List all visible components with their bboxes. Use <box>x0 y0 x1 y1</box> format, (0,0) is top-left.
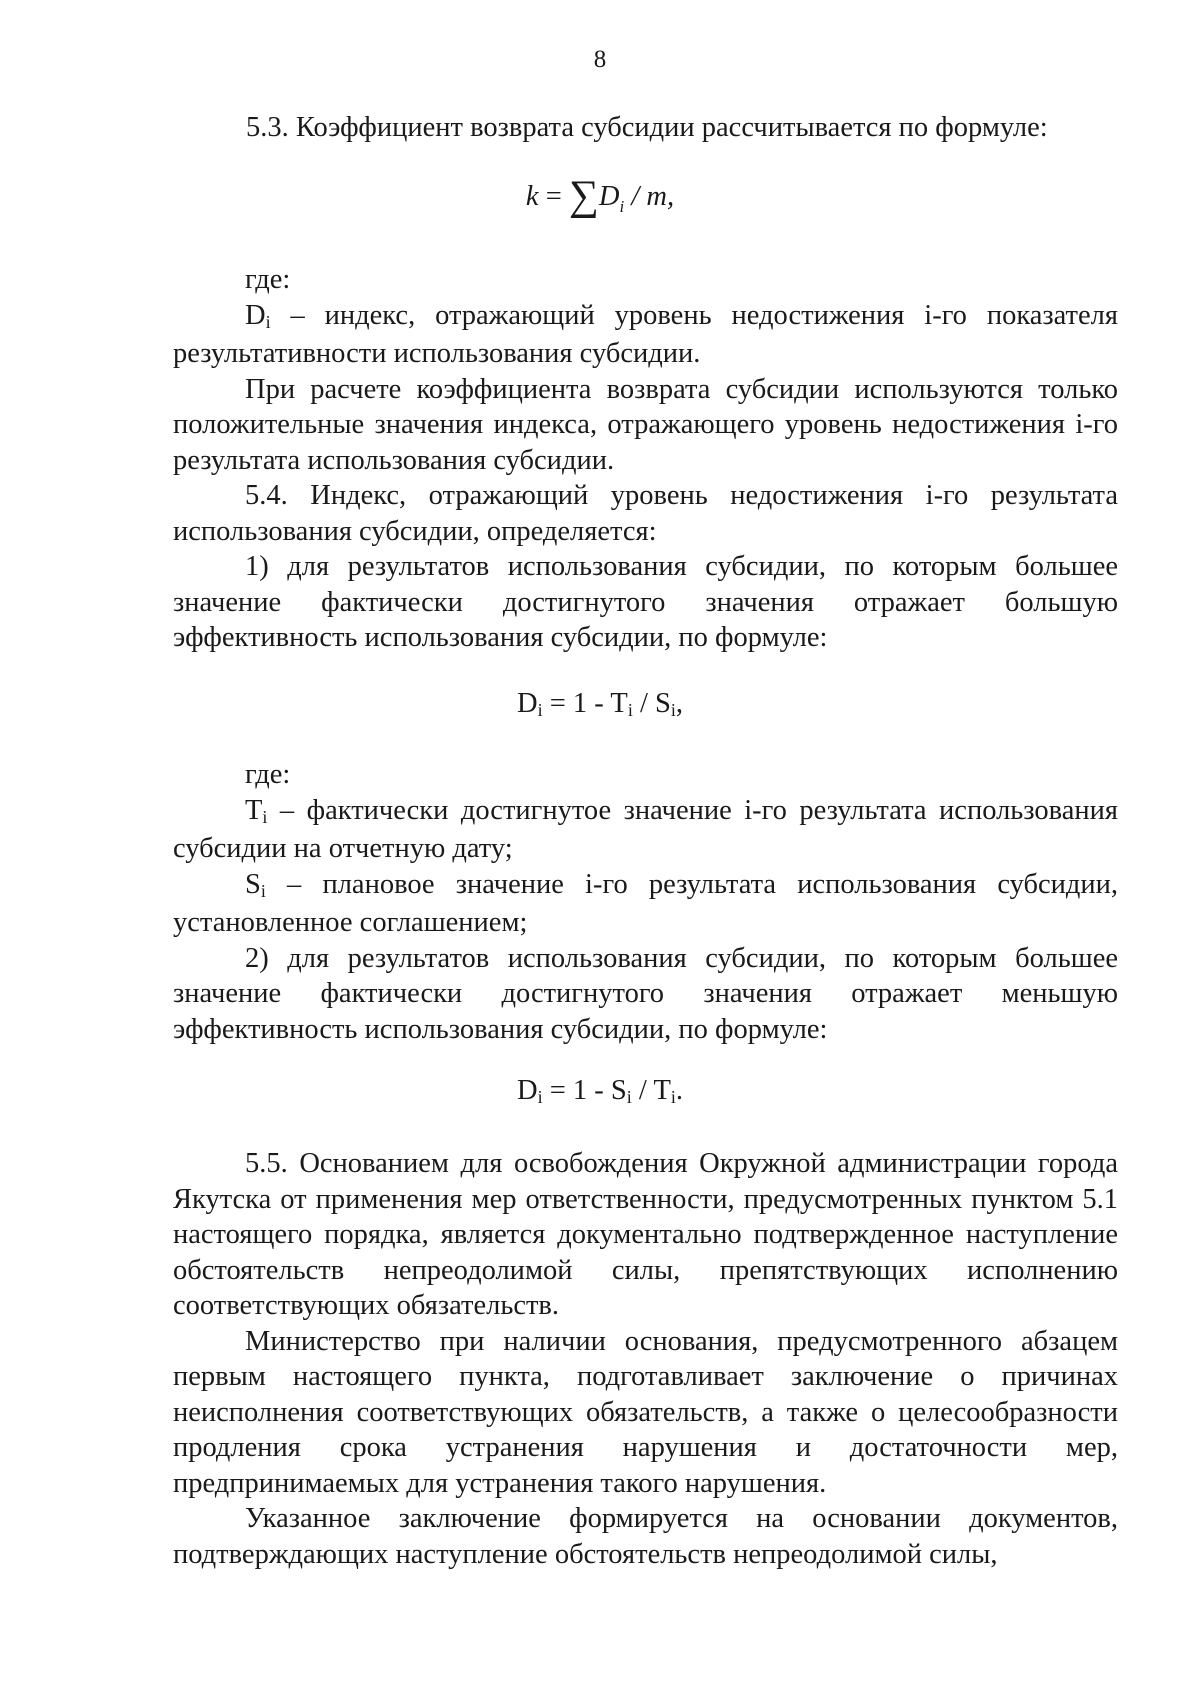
where-label-1: где: <box>245 264 291 295</box>
formula-2-d-sub: i <box>537 1087 543 1107</box>
formula-1-t-sub: i <box>627 700 633 720</box>
formula-1 <box>0 688 1200 720</box>
formula-k-rest: / m, <box>631 181 675 212</box>
list-item-2: 2) для результатов использования субсидии, по которым большее значение фактически достигнутого значения отражает меньшую эффективность использования субсидии, по формуле: <box>173 942 1118 1045</box>
paragraph-5-4: 5.4. Индекс, отражающий уровень недостижения i-го результата использования субсидии, определяется: <box>173 480 1118 547</box>
paragraph-5-5: 5.5. Основанием для освобождения Окружной администрации города Якутска от применения мер ответственности, предусмотренных пунктом 5.1 настоящего порядка, является документально подтвержденное наступление обстоятельств непреодолимой силы, препятствующих исполнению соответствующих обязательств. <box>173 1148 1118 1321</box>
formula-1-s-sub: i <box>670 700 676 720</box>
def-di-sub: i <box>265 311 271 332</box>
def-si-sub: i <box>260 880 266 901</box>
formula-1-mid: = 1 - T <box>542 688 628 719</box>
definitions-block-2 <box>173 757 1118 1047</box>
def-si-text: – плановое значение i-го результата использования субсидии, установленное соглашением; <box>173 868 1118 938</box>
formula-k-eq: = <box>545 181 562 212</box>
formula-2-d: D <box>517 1075 538 1106</box>
def-di-text: – индекс, отражающий уровень недостижения i-го показателя результативности использования субсидии. <box>173 299 1118 369</box>
definitions-block-1 <box>173 262 1118 656</box>
definition-ti <box>173 793 1118 867</box>
def-ti-text: – фактически достигнутое значение i-го результата использования субсидии на отчетную дату; <box>173 794 1118 864</box>
formula-k-lhs: k <box>525 181 539 212</box>
formula-1-div: / S <box>632 688 671 719</box>
section-5-3 <box>173 110 1118 146</box>
def-ti-symbol: T <box>245 794 263 826</box>
def-ti-sub: i <box>262 806 268 827</box>
def-di-symbol: D <box>245 299 266 331</box>
formula-1-d: D <box>516 688 538 719</box>
formula-k-sub: i <box>619 197 625 216</box>
formula-1-d-sub: i <box>537 700 543 720</box>
formula-2-t-sub: i <box>670 1087 676 1107</box>
paragraph-positive-values: При расчете коэффициента возврата субсидии используются только положительные значения индекса, отражающего уровень недостижения i-го результата использования субсидии. <box>173 373 1118 476</box>
definition-di <box>173 298 1118 372</box>
paragraph-ministry: Министерство при наличии основания, предусмотренного абзацем первым настоящего пункта, подготавливает заключение о причинах неисполнения соответствующих обязательств, а также о целесообразности продления срока устранения нарушения и достаточности мер, предпринимаемых для устранения такого нарушения. <box>173 1325 1118 1499</box>
paragraph-5-3: 5.3. Коэффициент возврата субсидии рассчитывается по формуле: <box>246 112 1048 143</box>
formula-2 <box>0 1075 1200 1107</box>
formula-2-div: / T <box>631 1075 671 1106</box>
formula-k-d: D <box>598 181 620 212</box>
formula-1-end: , <box>675 688 683 719</box>
paragraph-conclusion: Указанное заключение формируется на основании документов, подтверждающих наступление обстоятельств непреодолимой силы, <box>173 1503 1118 1570</box>
formula-2-end: . <box>675 1075 683 1106</box>
list-item-1: 1) для результатов использования субсидии, по которым большее значение фактически достигнутого значения отражает большую эффективность использования субсидии, по формуле: <box>173 551 1118 653</box>
page-number: 8 <box>593 46 607 73</box>
formula-2-s-sub: i <box>626 1087 632 1107</box>
definition-si <box>173 867 1118 941</box>
formula-2-mid: = 1 - S <box>542 1075 627 1106</box>
sigma-symbol: ∑ <box>568 173 599 219</box>
section-5-5 <box>173 1146 1118 1572</box>
formula-k <box>0 168 1200 219</box>
where-label-2: где: <box>245 759 291 790</box>
def-si-symbol: S <box>245 868 261 900</box>
